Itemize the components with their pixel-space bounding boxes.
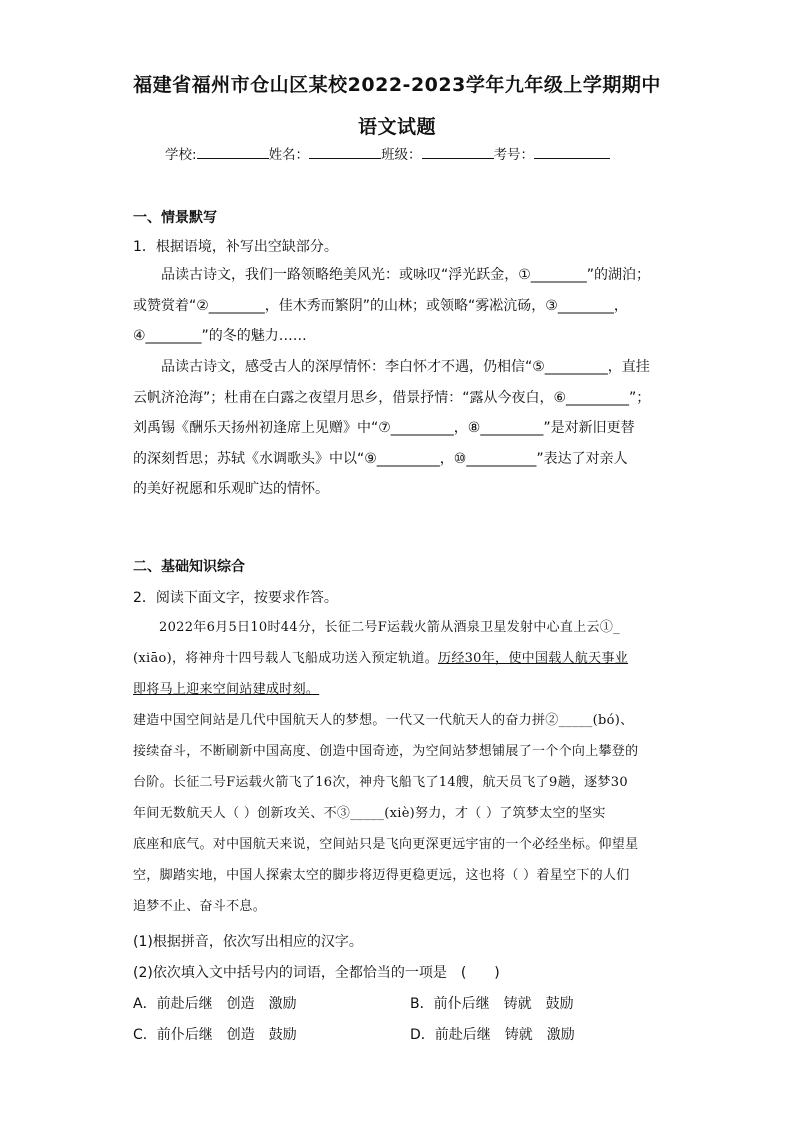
name-blank[interactable] [309, 146, 381, 159]
school-label: 学校: [165, 147, 197, 163]
passage-line1: 2022年6月5日10时44分，长征二号F运载火箭从酒泉卫星发射中心直上云①_ [159, 620, 620, 635]
option-d[interactable]: D．前赴后继 铸就 激励 [410, 1027, 575, 1043]
section1-heading: 一、情景默写 [133, 210, 217, 226]
class-blank[interactable] [422, 146, 494, 159]
passage-line7: 年间无数航天人（ ）创新攻关、不③_____(xiè)努力，才（ ）了筑梦太空的坚实 [133, 806, 606, 821]
passage-line9: 空，脚踏实地，中国人探索太空的脚步将迈得更稳更远，这也将（ ）着星空下的人们 [133, 868, 630, 883]
student-info-line [165, 143, 610, 163]
exam-title-line1: 福建省福州市仓山区某校2022-2023学年九年级上学期期中 [133, 74, 661, 96]
q2-stem: 2．阅读下面文字，按要求作答。 [133, 590, 338, 606]
p2-line2: 云帆济沧海”；杜甫在白露之夜望月思乡，借景抒情：“露从今夜白，⑥_________”； [133, 389, 651, 406]
passage-line2 [133, 643, 665, 674]
class-label: 班级： [381, 147, 422, 163]
passage-line4: 建造中国空间站是几代中国航天人的梦想。一代又一代航天人的奋力拼②_____(bó)、 [133, 713, 634, 728]
option-b[interactable]: B．前仆后继 铸就 鼓励 [410, 996, 574, 1012]
option-c[interactable]: C．前仆后继 创造 鼓励 [133, 1027, 297, 1043]
school-blank[interactable] [197, 146, 269, 159]
p2-line3: 刘禹锡《酬乐天扬州初逢席上见赠》中“⑦_________，⑧_________”是对新旧更替 [133, 420, 635, 436]
passage-line2-a: (xiāo)，将神舟十四号载人飞船成功送入预定轨道。 [133, 651, 439, 666]
q2-passage [133, 612, 665, 922]
section2-heading: 二、基础知识综合 [133, 559, 245, 575]
p1-line1: 品读古诗文，我们一路领略绝美风光：或咏叹“浮光跃金，①________”的湖泊； [161, 267, 651, 283]
passage-underlined-sentence-b: 即将马上迎来空间站建成时刻。 [133, 682, 320, 697]
q1-paragraph2 [133, 352, 665, 505]
q2-sub2: (2)依次填入文中括号内的词语，全都恰当的一项是 ( ) [133, 965, 500, 981]
q1-stem: 1．根据语境，补写出空缺部分。 [133, 239, 338, 255]
id-label: 考号： [493, 147, 535, 163]
p2-line4: 的深刻哲思；苏轼《水调歌头》中以“⑨_________，⑩__________”表达了对亲人 [133, 450, 628, 467]
p2-line1: 品读古诗文，感受古人的深厚情怀：李白怀才不遇，仍相信“⑤_________，直挂 [161, 359, 650, 375]
q2-sub1: (1)根据拼音，依次写出相应的汉字。 [133, 934, 363, 950]
passage-underlined-sentence-a: 历经30年，使中国载人航天事业 [438, 651, 629, 666]
exam-title-line2: 语文试题 [357, 116, 436, 138]
p1-line3: ④________”的冬的魅力…… [133, 328, 307, 344]
id-blank[interactable] [534, 146, 610, 159]
passage-line8: 底座和底气。对中国航天来说，空间站只是飞向更深更远宇宙的一个必经坐标。仰望星 [133, 837, 639, 852]
passage-line5: 接续奋斗，不断刷新中国高度、创造中国奇迹，为空间站梦想铺展了一个个向上攀登的 [133, 744, 639, 759]
passage-line10: 追梦不止、奋斗不息。 [133, 899, 267, 914]
p2-line5: 的美好祝愿和乐观旷达的情怀。 [133, 481, 329, 497]
p1-line2: 或赞赏着“②________，佳木秀而繁阴”的山林；或领略“雾凇沆砀，③________， [133, 297, 628, 314]
option-a[interactable]: A．前赴后继 创造 激励 [133, 996, 297, 1012]
passage-line6: 台阶。长征二号F运载火箭飞了16次，神舟飞船飞了14艘，航天员飞了9趟，逐梦30 [133, 775, 628, 790]
name-label: 姓名： [268, 147, 310, 163]
q1-paragraph1 [133, 260, 665, 352]
